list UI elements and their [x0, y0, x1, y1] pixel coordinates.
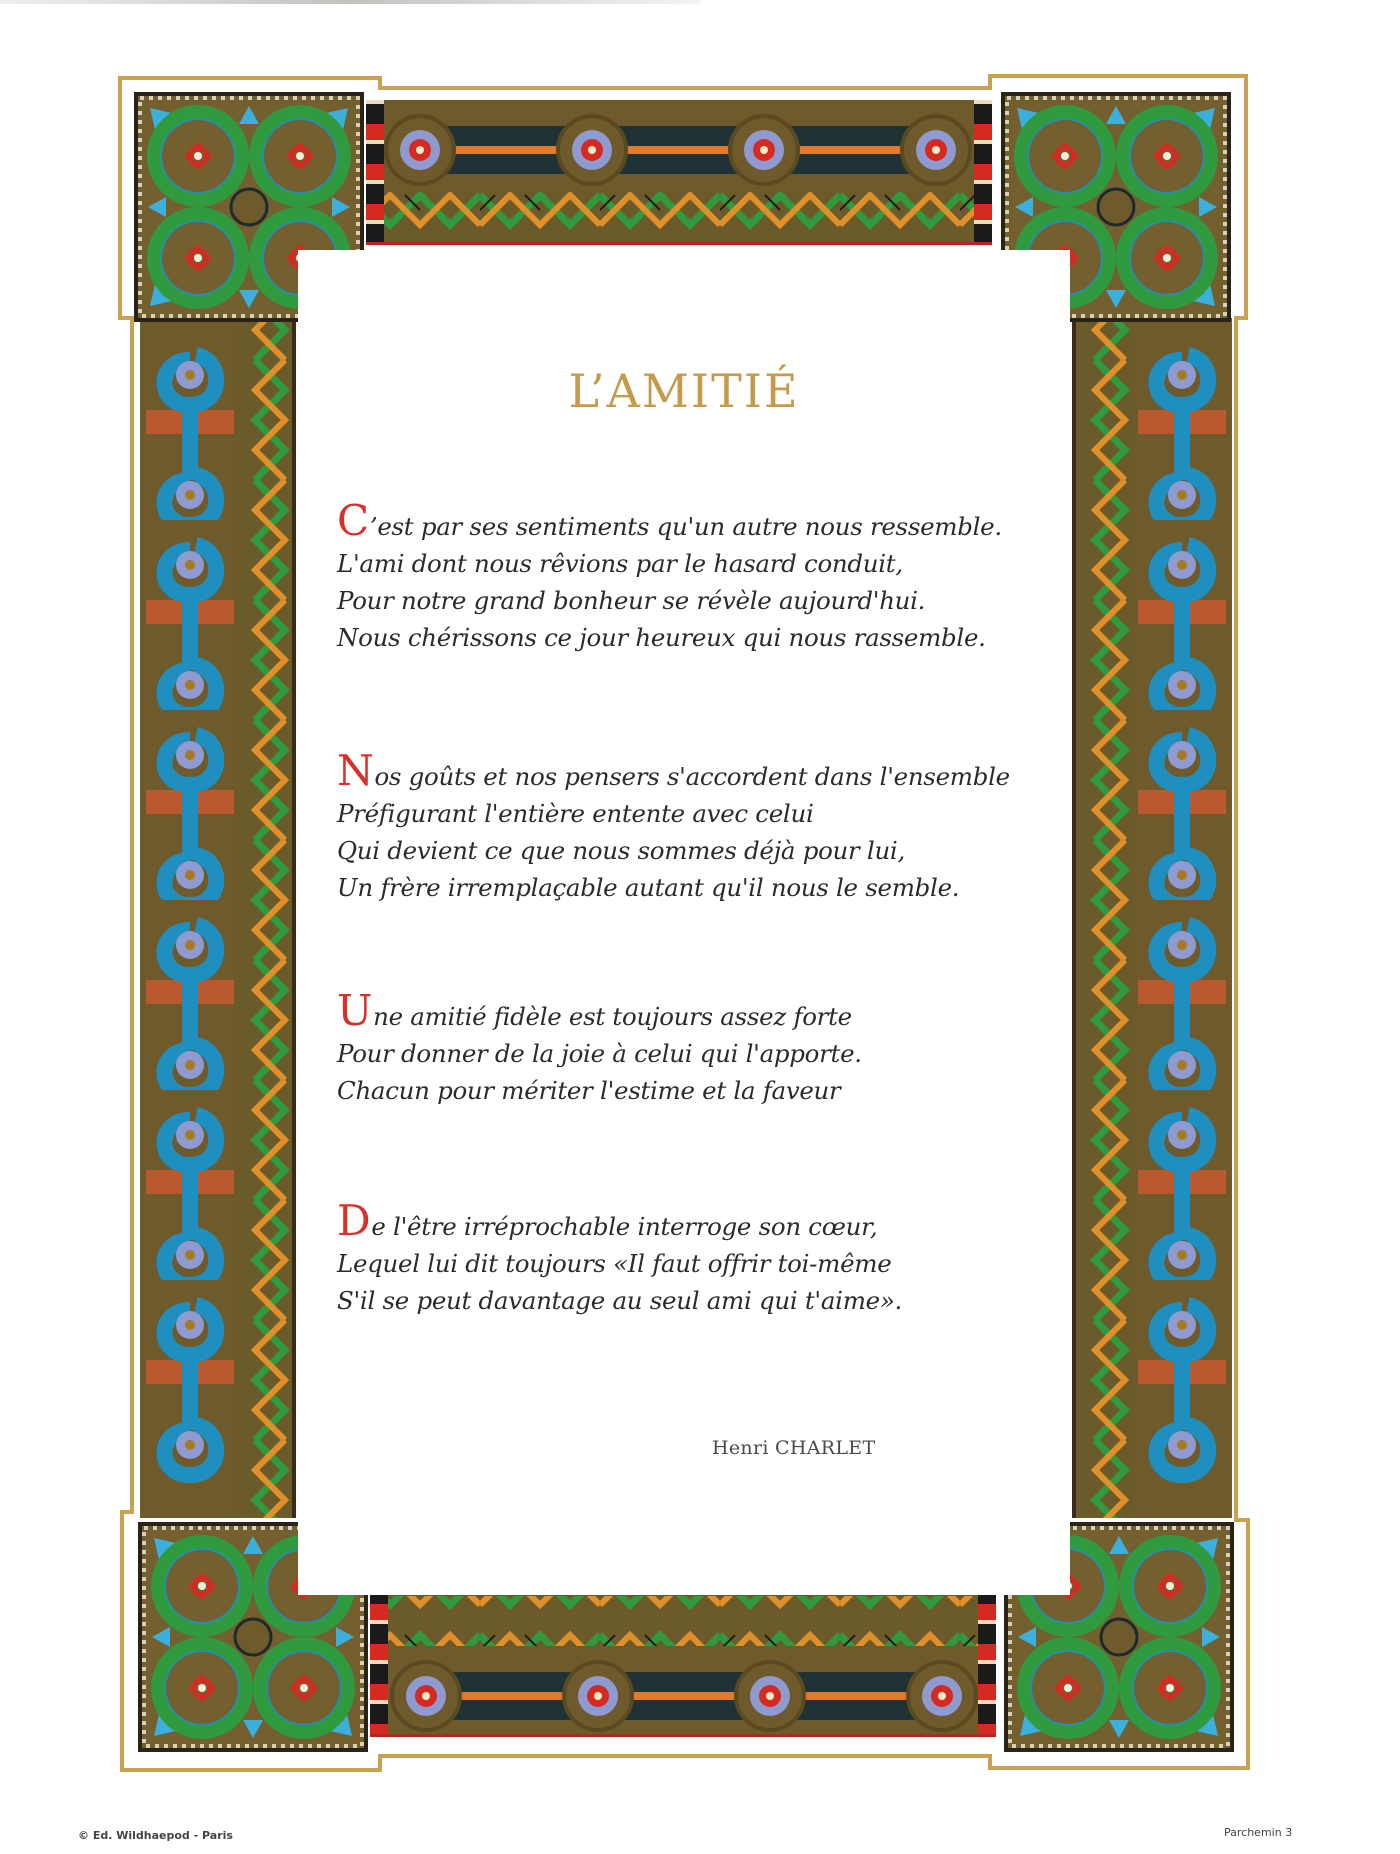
- stanza-line: Qui devient ce que nous sommes déjà pour lui,: [337, 836, 905, 865]
- stanza-3: [337, 986, 1057, 1109]
- stanza-line: Pour notre grand bonheur se révèle aujourd'hui.: [337, 586, 926, 615]
- author-signature: Henri CHARLET: [712, 1437, 876, 1459]
- drop-cap: N: [337, 746, 374, 795]
- stanza-line: Préfigurant l'entière entente avec celui: [337, 799, 814, 828]
- stanza-line: Chacun pour mériter l'estime et la faveur: [337, 1076, 841, 1105]
- drop-cap: U: [337, 986, 373, 1035]
- left-border-band: [140, 318, 296, 1518]
- poem-title: L’AMITIÉ: [568, 364, 800, 418]
- text-panel: [298, 250, 1070, 1595]
- publisher-credit: © Ed. Wildhaepod - Paris: [78, 1829, 233, 1842]
- stanza-line: De l'être irréprochable interroge son cœur,: [337, 1196, 878, 1245]
- stanza-line: S'il se peut davantage au seul ami qui t'aime».: [337, 1286, 903, 1315]
- stanza-1: [337, 496, 1057, 656]
- drop-cap: C: [337, 496, 369, 545]
- stanza-line: Nous chérissons ce jour heureux qui nous rassemble.: [337, 623, 986, 652]
- stanza-line: Lequel lui dit toujours «Il faut offrir toi-même: [337, 1249, 892, 1278]
- top-border-band: [366, 100, 992, 245]
- stanza-line: Une amitié fidèle est toujours assez forte: [337, 986, 852, 1035]
- stanza-line: Un frère irremplaçable autant qu'il nous le semble.: [337, 873, 960, 902]
- sheet-reference: Parchemin 3: [1224, 1826, 1293, 1839]
- stanza-line: C’est par ses sentiments qu'un autre nous ressemble.: [337, 496, 1002, 545]
- stanza-line: Pour donner de la joie à celui qui l'apporte.: [337, 1039, 862, 1068]
- stanza-4: [337, 1196, 1057, 1319]
- bottom-border-band: [370, 1592, 996, 1737]
- right-border-band: [1072, 318, 1232, 1518]
- stanza-line: L'ami dont nous rêvions par le hasard conduit,: [337, 549, 903, 578]
- drop-cap: D: [337, 1196, 371, 1245]
- stanza-line: Nos goûts et nos pensers s'accordent dans l'ensemble: [337, 746, 1010, 795]
- stanza-2: [337, 746, 1057, 906]
